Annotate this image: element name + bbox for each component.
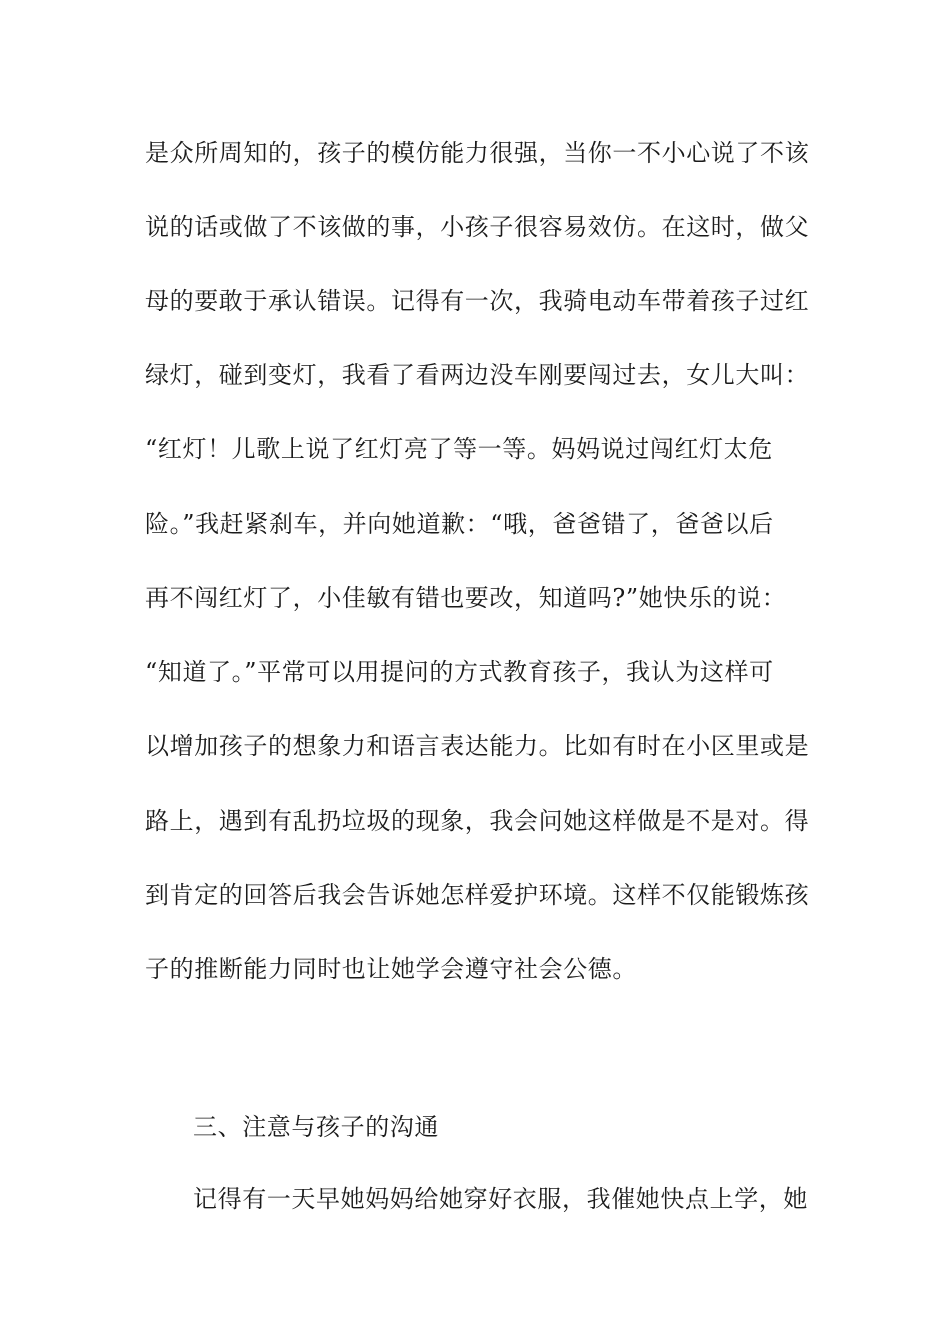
paragraph-line: 以增加孩子的想象力和语言表达能力。比如有时在小区里或是	[145, 732, 810, 760]
paragraph-line: 到肯定的回答后我会告诉她怎样爱护环境。这样不仅能锻炼孩	[145, 881, 810, 909]
paragraph-line: 绿灯，碰到变灯，我看了看两边没车刚要闯过去，女儿大叫：	[145, 361, 810, 389]
paragraph-line: 记得有一天早她妈妈给她穿好衣服，我催她快点上学，她	[193, 1185, 808, 1213]
paragraph-line: 路上，遇到有乱扔垃圾的现象，我会问她这样做是不是对。得	[145, 807, 810, 835]
paragraph-line: “知道了。”平常可以用提问的方式教育孩子，我认为这样可	[145, 658, 774, 686]
paragraph-line: 险。”我赶紧刹车，并向她道歉：“哦，爸爸错了，爸爸以后	[145, 510, 774, 538]
paragraph-line: 是众所周知的，孩子的模仿能力很强，当你一不小心说了不该	[145, 139, 810, 167]
section-heading: 三、注意与孩子的沟通	[193, 1113, 439, 1141]
paragraph-line: 说的话或做了不该做的事，小孩子很容易效仿。在这时，做父	[145, 213, 810, 241]
paragraph-line: 母的要敢于承认错误。记得有一次，我骑电动车带着孩子过红	[145, 287, 810, 315]
paragraph-line: 子的推断能力同时也让她学会遵守社会公德。	[145, 955, 637, 983]
paragraph-line: 再不闯红灯了，小佳敏有错也要改，知道吗?”她快乐的说：	[145, 584, 787, 612]
paragraph-line: “红灯！儿歌上说了红灯亮了等一等。妈妈说过闯红灯太危	[145, 435, 773, 463]
